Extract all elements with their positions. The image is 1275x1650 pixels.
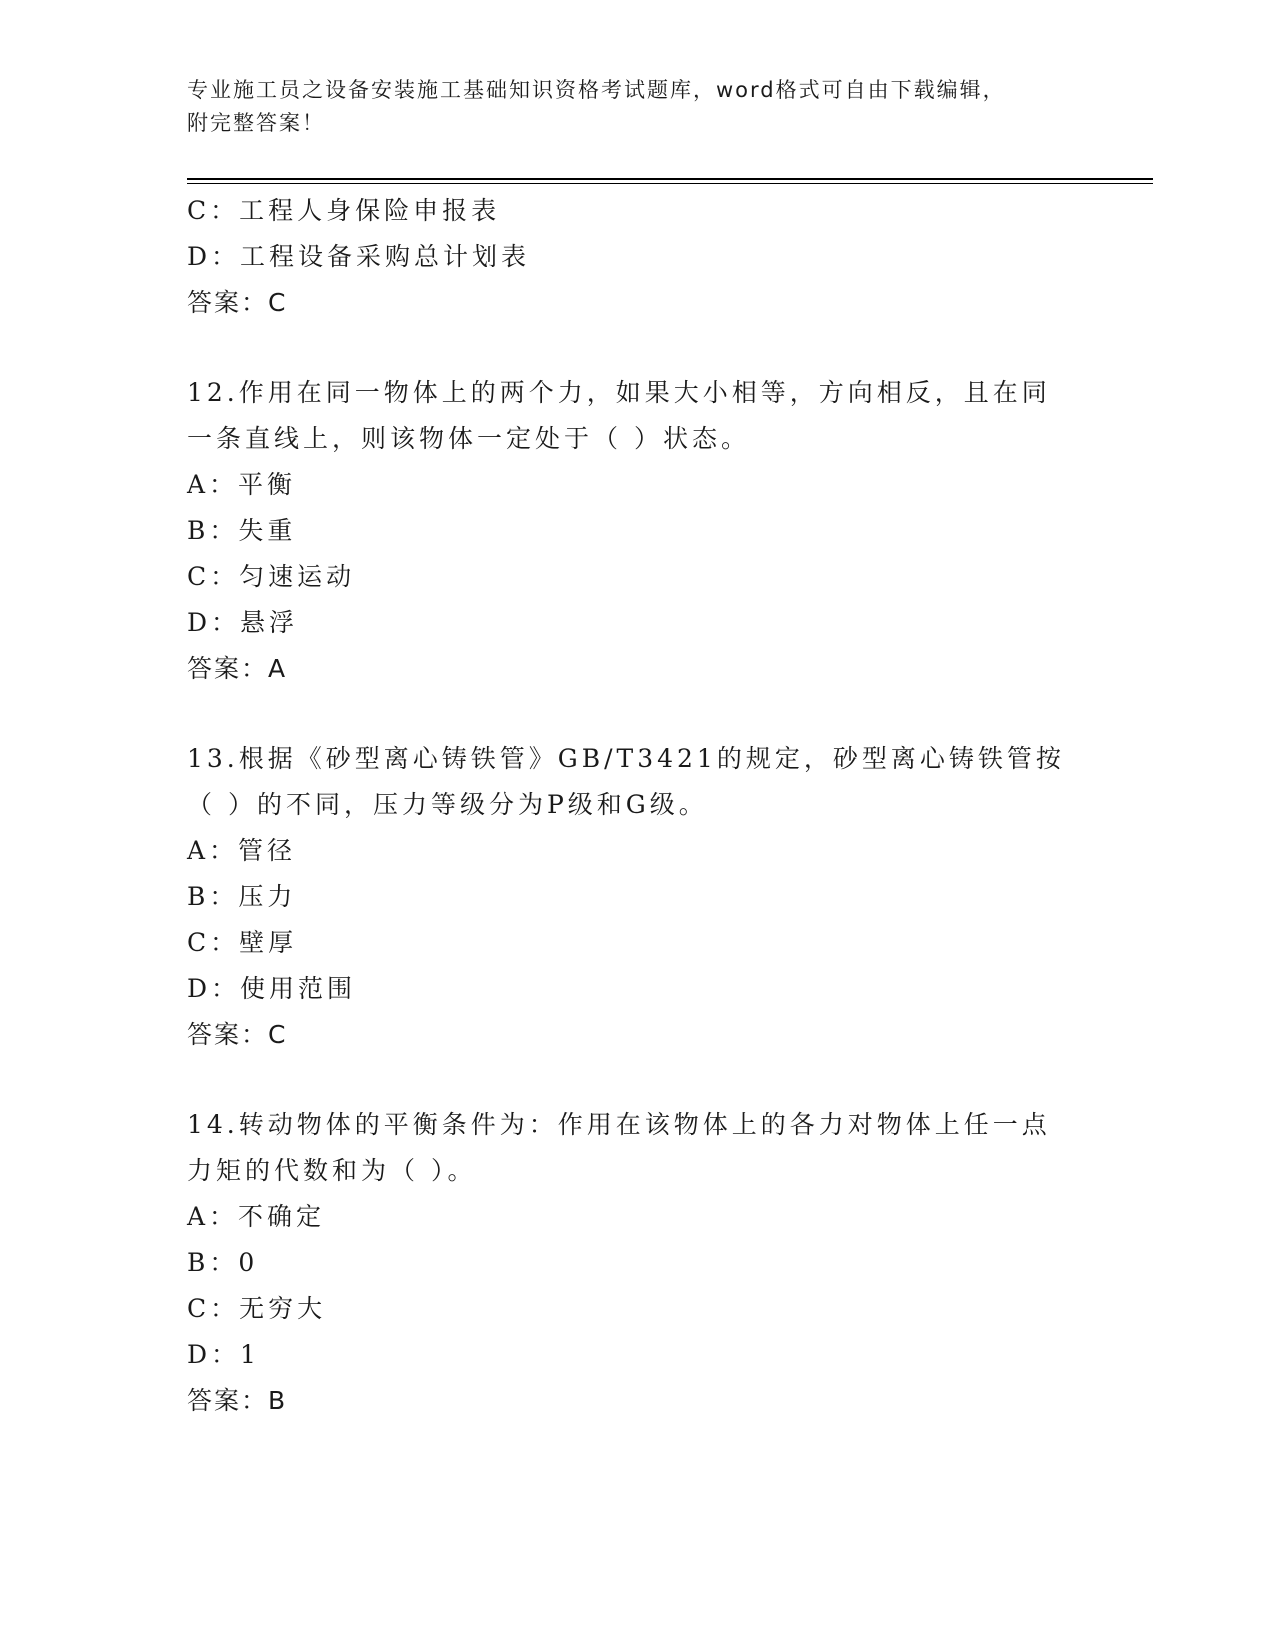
answer-line: 答案：A bbox=[187, 654, 288, 683]
option-b: B：压力 bbox=[187, 882, 297, 911]
answer-line: 答案：B bbox=[187, 1386, 288, 1415]
spacer bbox=[187, 326, 1067, 370]
question-text: 12.作用在同一物体上的两个力，如果大小相等，方向相反，且在同一条直线上，则该物体一定处于（ ）状态。 bbox=[187, 378, 1051, 453]
question-list bbox=[187, 188, 1067, 1424]
option-d: D：1 bbox=[187, 1340, 260, 1369]
header-divider-thick bbox=[187, 178, 1153, 180]
spacer bbox=[187, 1058, 1067, 1102]
spacer bbox=[187, 692, 1067, 736]
question-text: 13.根据《砂型离心铸铁管》GB/T3421的规定，砂型离心铸铁管按（ ）的不同，压力等级分为P级和G级。 bbox=[187, 744, 1065, 819]
option-a: A：平衡 bbox=[187, 470, 297, 499]
option-d: D：使用范围 bbox=[187, 974, 357, 1003]
option-b: B：0 bbox=[187, 1248, 259, 1277]
option-b: B：失重 bbox=[187, 516, 297, 545]
header-line-2: 附完整答案！ bbox=[187, 111, 325, 135]
option-d: D：工程设备采购总计划表 bbox=[187, 242, 531, 271]
option-c: C：工程人身保险申报表 bbox=[187, 196, 501, 225]
header-line-1: 专业施工员之设备安装施工基础知识资格考试题库，word格式可自由下载编辑， bbox=[187, 78, 1006, 102]
question-13 bbox=[187, 736, 1067, 1058]
option-a: A：管径 bbox=[187, 836, 297, 865]
question-14 bbox=[187, 1102, 1067, 1424]
option-c: C：壁厚 bbox=[187, 928, 298, 957]
option-c: C：匀速运动 bbox=[187, 562, 356, 591]
answer-line: 答案：C bbox=[187, 288, 288, 317]
option-a: A：不确定 bbox=[187, 1202, 326, 1231]
question-text: 14.转动物体的平衡条件为：作用在该物体上的各力对物体上任一点力矩的代数和为（ ）。 bbox=[187, 1110, 1051, 1185]
document-header bbox=[187, 74, 1067, 140]
option-d: D：悬浮 bbox=[187, 608, 299, 637]
answer-line: 答案：C bbox=[187, 1020, 288, 1049]
option-c: C：无穷大 bbox=[187, 1294, 327, 1323]
question-12 bbox=[187, 370, 1067, 692]
header-divider-thin bbox=[187, 183, 1153, 184]
previous-question-tail bbox=[187, 188, 1067, 326]
